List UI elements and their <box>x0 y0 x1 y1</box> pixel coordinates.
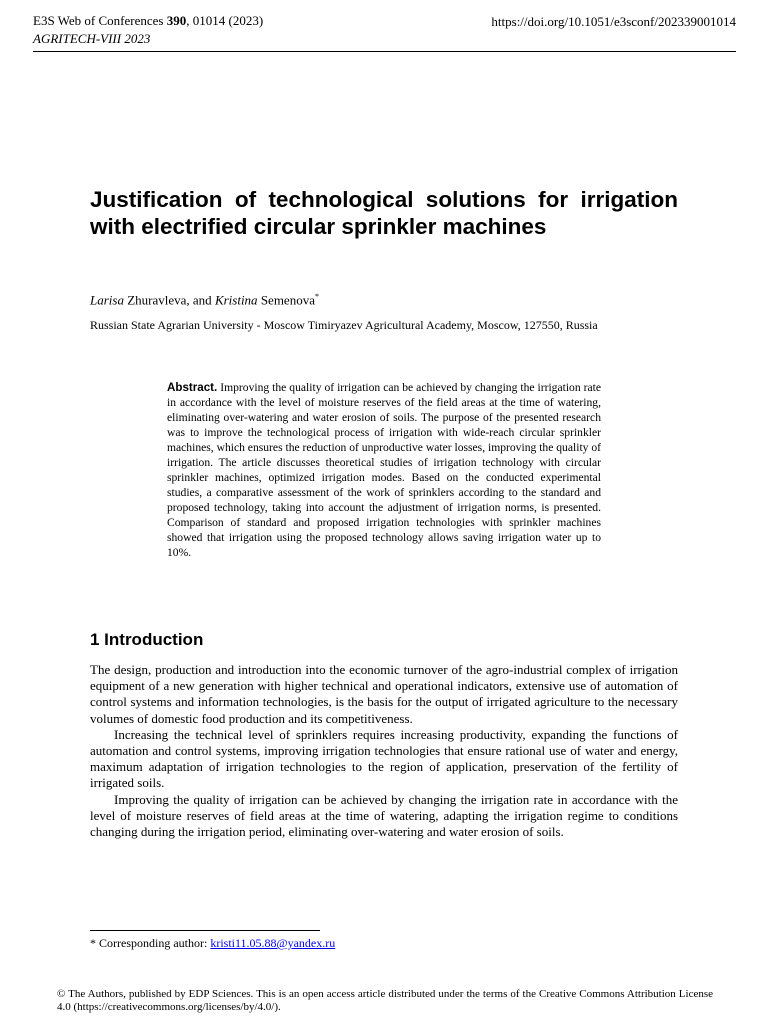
affiliation: Russian State Agrarian University - Moscow Timiryazev Agricultural Academy, Moscow, 127550, Russia <box>90 318 598 332</box>
paragraph: The design, production and introduction into the economic turnover of the agro-industrial complex of irrigation equipment of a new generation with higher technical and operational indicators, extensive use of automation of control systems and information technologies, is the basis for the output of irrigated agriculture to the necessary volumes of domestic food production and its competitiveness. <box>90 662 678 726</box>
abstract-label: Abstract. <box>167 381 218 394</box>
author-email-link[interactable]: kristi11.05.88@yandex.ru <box>210 936 336 950</box>
volume-number: 390 <box>166 13 187 28</box>
journal-citation: E3S Web of Conferences 390, 01014 (2023) <box>33 13 264 28</box>
introduction-body <box>90 662 678 840</box>
corresponding-author-footnote: * Corresponding author: kristi11.05.88@yandex.ru <box>90 936 336 950</box>
author-list: Larisa Zhuravleva, and Kristina Semenova* <box>90 292 319 308</box>
paragraph: Increasing the technical level of sprinklers requires increasing productivity, expanding the functions of automation and control systems, improving irrigation technologies that ensure rational use of water and energy, maximum adaptation of irrigation technologies to the region of application, preservation of the fertility of irrigated soils. <box>90 726 678 791</box>
header-divider <box>33 51 736 52</box>
paper-title: Justification of technological solutions for irrigation with electrified circular sprinkler machines <box>90 187 678 239</box>
abstract <box>167 380 601 560</box>
paragraph: Improving the quality of irrigation can be achieved by changing the irrigation rate in accordance with the level of moisture reserves of field areas at the time of watering, adapting the irrigation regime to conditions changing during the irrigation period, eliminating over-watering and water erosion of soils. <box>90 791 678 840</box>
section-heading-introduction: 1 Introduction <box>90 630 204 649</box>
running-header <box>33 12 263 48</box>
abstract-text: Improving the quality of irrigation can be achieved by changing the irrigation rate in accordance with the level of moisture reserves of the field areas at the time of watering, eliminating over-watering and water erosion of soils. The purpose of the presented research was to improve the technological process of irrigation with wide-reach circular sprinkler machines, which ensures the reduction of unproductive water losses, improving the quality of irrigation. The article discusses theoretical studies of irrigation technology with circular sprinkler machines, optimized irrigation modes. Based on the conducted experimental studies, a comparative assessment of the work of sprinklers according to the standard and proposed technology, taking into account the adjustment of irrigation norms, is presented. Comparison of standard and proposed irrigation technologies with sprinkler machines showed that irrigation using the proposed technology allows saving irrigation water up to 10%. <box>167 381 602 559</box>
license-notice: © The Authors, published by EDP Sciences. This is an open access article distributed under the terms of the Creative Commons Attribution License 4.0 (https://creativecommons.org/licenses/by/4.0/). <box>57 988 713 1013</box>
conference-series: AGRITECH-VIII 2023 <box>33 31 151 46</box>
footnote-divider <box>90 930 320 931</box>
corresponding-mark: * <box>314 292 319 301</box>
doi-link[interactable]: https://doi.org/10.1051/e3sconf/202339001014 <box>491 14 736 29</box>
